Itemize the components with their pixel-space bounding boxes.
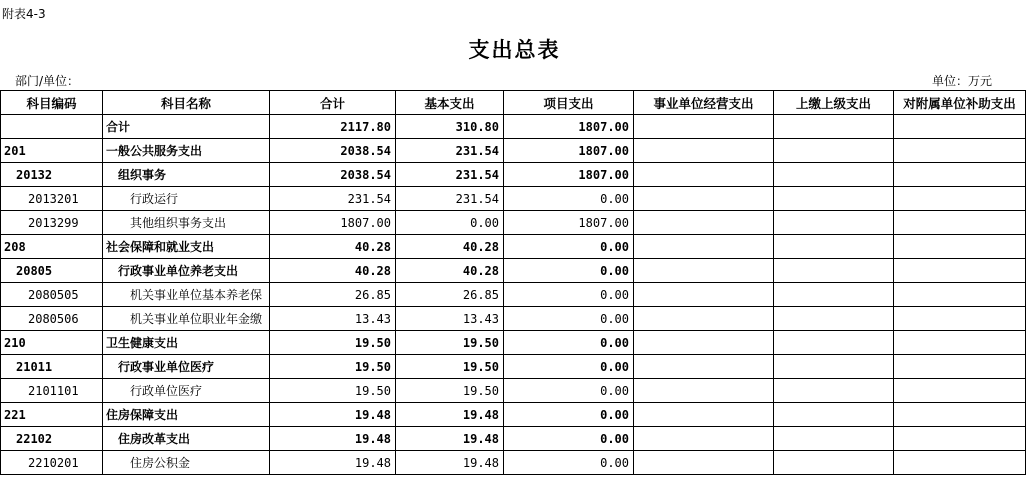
cell-code: 20132: [1, 163, 103, 187]
cell-name: 行政事业单位养老支出: [103, 259, 270, 283]
cell-business: [634, 115, 774, 139]
cell-subsidy: [894, 331, 1026, 355]
table-row: [1, 115, 1026, 139]
table-row: [1, 307, 1026, 331]
cell-subsidy: [894, 427, 1026, 451]
cell-basic: 19.48: [396, 403, 504, 427]
cell-business: [634, 283, 774, 307]
cell-business: [634, 379, 774, 403]
cell-code: 2210201: [1, 451, 103, 475]
cell-remit: [774, 451, 894, 475]
table-row: [1, 163, 1026, 187]
cell-remit: [774, 259, 894, 283]
cell-total: 40.28: [270, 235, 396, 259]
cell-subsidy: [894, 355, 1026, 379]
cell-remit: [774, 211, 894, 235]
expenditure-table: [0, 90, 1026, 475]
col-header-name: 科目名称: [103, 91, 270, 115]
cell-business: [634, 427, 774, 451]
table-row: [1, 451, 1026, 475]
cell-project: 0.00: [504, 235, 634, 259]
cell-total: 26.85: [270, 283, 396, 307]
table-row: [1, 427, 1026, 451]
cell-basic: 40.28: [396, 235, 504, 259]
cell-code: 2080506: [1, 307, 103, 331]
cell-subsidy: [894, 259, 1026, 283]
cell-subsidy: [894, 451, 1026, 475]
table-row: [1, 379, 1026, 403]
cell-project: 0.00: [504, 259, 634, 283]
cell-total: 19.50: [270, 331, 396, 355]
cell-business: [634, 307, 774, 331]
cell-total: 13.43: [270, 307, 396, 331]
cell-business: [634, 331, 774, 355]
table-row: [1, 139, 1026, 163]
col-header-project: 项目支出: [504, 91, 634, 115]
cell-code: 201: [1, 139, 103, 163]
cell-subsidy: [894, 379, 1026, 403]
cell-code: 208: [1, 235, 103, 259]
cell-code: [1, 115, 103, 139]
cell-total: 2117.80: [270, 115, 396, 139]
cell-project: 1807.00: [504, 139, 634, 163]
cell-subsidy: [894, 163, 1026, 187]
col-header-code: 科目编码: [1, 91, 103, 115]
cell-name: 卫生健康支出: [103, 331, 270, 355]
cell-remit: [774, 235, 894, 259]
cell-basic: 40.28: [396, 259, 504, 283]
cell-basic: 19.50: [396, 331, 504, 355]
cell-business: [634, 403, 774, 427]
cell-remit: [774, 355, 894, 379]
table-row: [1, 283, 1026, 307]
cell-business: [634, 259, 774, 283]
cell-total: 40.28: [270, 259, 396, 283]
cell-basic: 310.80: [396, 115, 504, 139]
cell-business: [634, 235, 774, 259]
cell-subsidy: [894, 187, 1026, 211]
table-row: [1, 403, 1026, 427]
cell-name: 行政运行: [103, 187, 270, 211]
cell-project: 1807.00: [504, 115, 634, 139]
col-header-subsidy: 对附属单位补助支出: [894, 91, 1026, 115]
cell-total: 2038.54: [270, 139, 396, 163]
cell-name: 行政事业单位医疗: [103, 355, 270, 379]
cell-project: 0.00: [504, 331, 634, 355]
cell-name: 住房改革支出: [103, 427, 270, 451]
cell-total: 19.48: [270, 451, 396, 475]
cell-project: 0.00: [504, 379, 634, 403]
cell-total: 19.50: [270, 379, 396, 403]
cell-name: 机关事业单位基本养老保: [103, 283, 270, 307]
col-header-remit: 上缴上级支出: [774, 91, 894, 115]
table-row: [1, 355, 1026, 379]
cell-project: 0.00: [504, 427, 634, 451]
cell-project: 0.00: [504, 355, 634, 379]
cell-total: 19.48: [270, 403, 396, 427]
cell-subsidy: [894, 307, 1026, 331]
table-row: [1, 235, 1026, 259]
cell-subsidy: [894, 283, 1026, 307]
cell-remit: [774, 379, 894, 403]
col-header-total: 合计: [270, 91, 396, 115]
cell-name: 住房保障支出: [103, 403, 270, 427]
cell-remit: [774, 331, 894, 355]
cell-code: 22102: [1, 427, 103, 451]
cell-remit: [774, 283, 894, 307]
unit-label: 单位：万元: [931, 74, 992, 88]
header-row: [1, 91, 1026, 115]
table-row: [1, 187, 1026, 211]
cell-basic: 231.54: [396, 139, 504, 163]
cell-basic: 19.48: [396, 427, 504, 451]
cell-subsidy: [894, 115, 1026, 139]
cell-remit: [774, 403, 894, 427]
table-row: [1, 331, 1026, 355]
cell-code: 20805: [1, 259, 103, 283]
cell-remit: [774, 427, 894, 451]
cell-name: 行政单位医疗: [103, 379, 270, 403]
cell-code: 210: [1, 331, 103, 355]
cell-basic: 0.00: [396, 211, 504, 235]
cell-total: 19.50: [270, 355, 396, 379]
cell-name: 社会保障和就业支出: [103, 235, 270, 259]
cell-project: 1807.00: [504, 163, 634, 187]
col-header-basic: 基本支出: [396, 91, 504, 115]
cell-basic: 19.50: [396, 355, 504, 379]
cell-basic: 231.54: [396, 187, 504, 211]
cell-code: 2101101: [1, 379, 103, 403]
page-title: 支出总表: [468, 38, 561, 62]
department-label: 部门/单位：: [15, 74, 80, 88]
cell-code: 2080505: [1, 283, 103, 307]
cell-remit: [774, 163, 894, 187]
cell-project: 0.00: [504, 403, 634, 427]
cell-business: [634, 139, 774, 163]
attachment-label: 附表4-3: [2, 7, 46, 21]
cell-project: 0.00: [504, 283, 634, 307]
cell-name: 其他组织事务支出: [103, 211, 270, 235]
cell-subsidy: [894, 235, 1026, 259]
cell-name: 机关事业单位职业年金缴: [103, 307, 270, 331]
cell-name: 住房公积金: [103, 451, 270, 475]
cell-remit: [774, 139, 894, 163]
cell-project: 0.00: [504, 451, 634, 475]
cell-subsidy: [894, 211, 1026, 235]
cell-remit: [774, 187, 894, 211]
cell-total: 231.54: [270, 187, 396, 211]
cell-code: 2013201: [1, 187, 103, 211]
cell-name: 合计: [103, 115, 270, 139]
cell-total: 2038.54: [270, 163, 396, 187]
cell-basic: 19.50: [396, 379, 504, 403]
col-header-business: 事业单位经营支出: [634, 91, 774, 115]
cell-total: 1807.00: [270, 211, 396, 235]
cell-basic: 231.54: [396, 163, 504, 187]
cell-project: 0.00: [504, 187, 634, 211]
table-row: [1, 211, 1026, 235]
cell-business: [634, 211, 774, 235]
cell-business: [634, 355, 774, 379]
cell-remit: [774, 115, 894, 139]
cell-remit: [774, 307, 894, 331]
cell-code: 221: [1, 403, 103, 427]
cell-code: 2013299: [1, 211, 103, 235]
cell-business: [634, 451, 774, 475]
cell-basic: 19.48: [396, 451, 504, 475]
cell-name: 一般公共服务支出: [103, 139, 270, 163]
cell-business: [634, 163, 774, 187]
cell-name: 组织事务: [103, 163, 270, 187]
cell-business: [634, 187, 774, 211]
cell-code: 21011: [1, 355, 103, 379]
cell-basic: 13.43: [396, 307, 504, 331]
cell-project: 1807.00: [504, 211, 634, 235]
cell-subsidy: [894, 403, 1026, 427]
cell-total: 19.48: [270, 427, 396, 451]
cell-subsidy: [894, 139, 1026, 163]
cell-project: 0.00: [504, 307, 634, 331]
cell-basic: 26.85: [396, 283, 504, 307]
table-row: [1, 259, 1026, 283]
